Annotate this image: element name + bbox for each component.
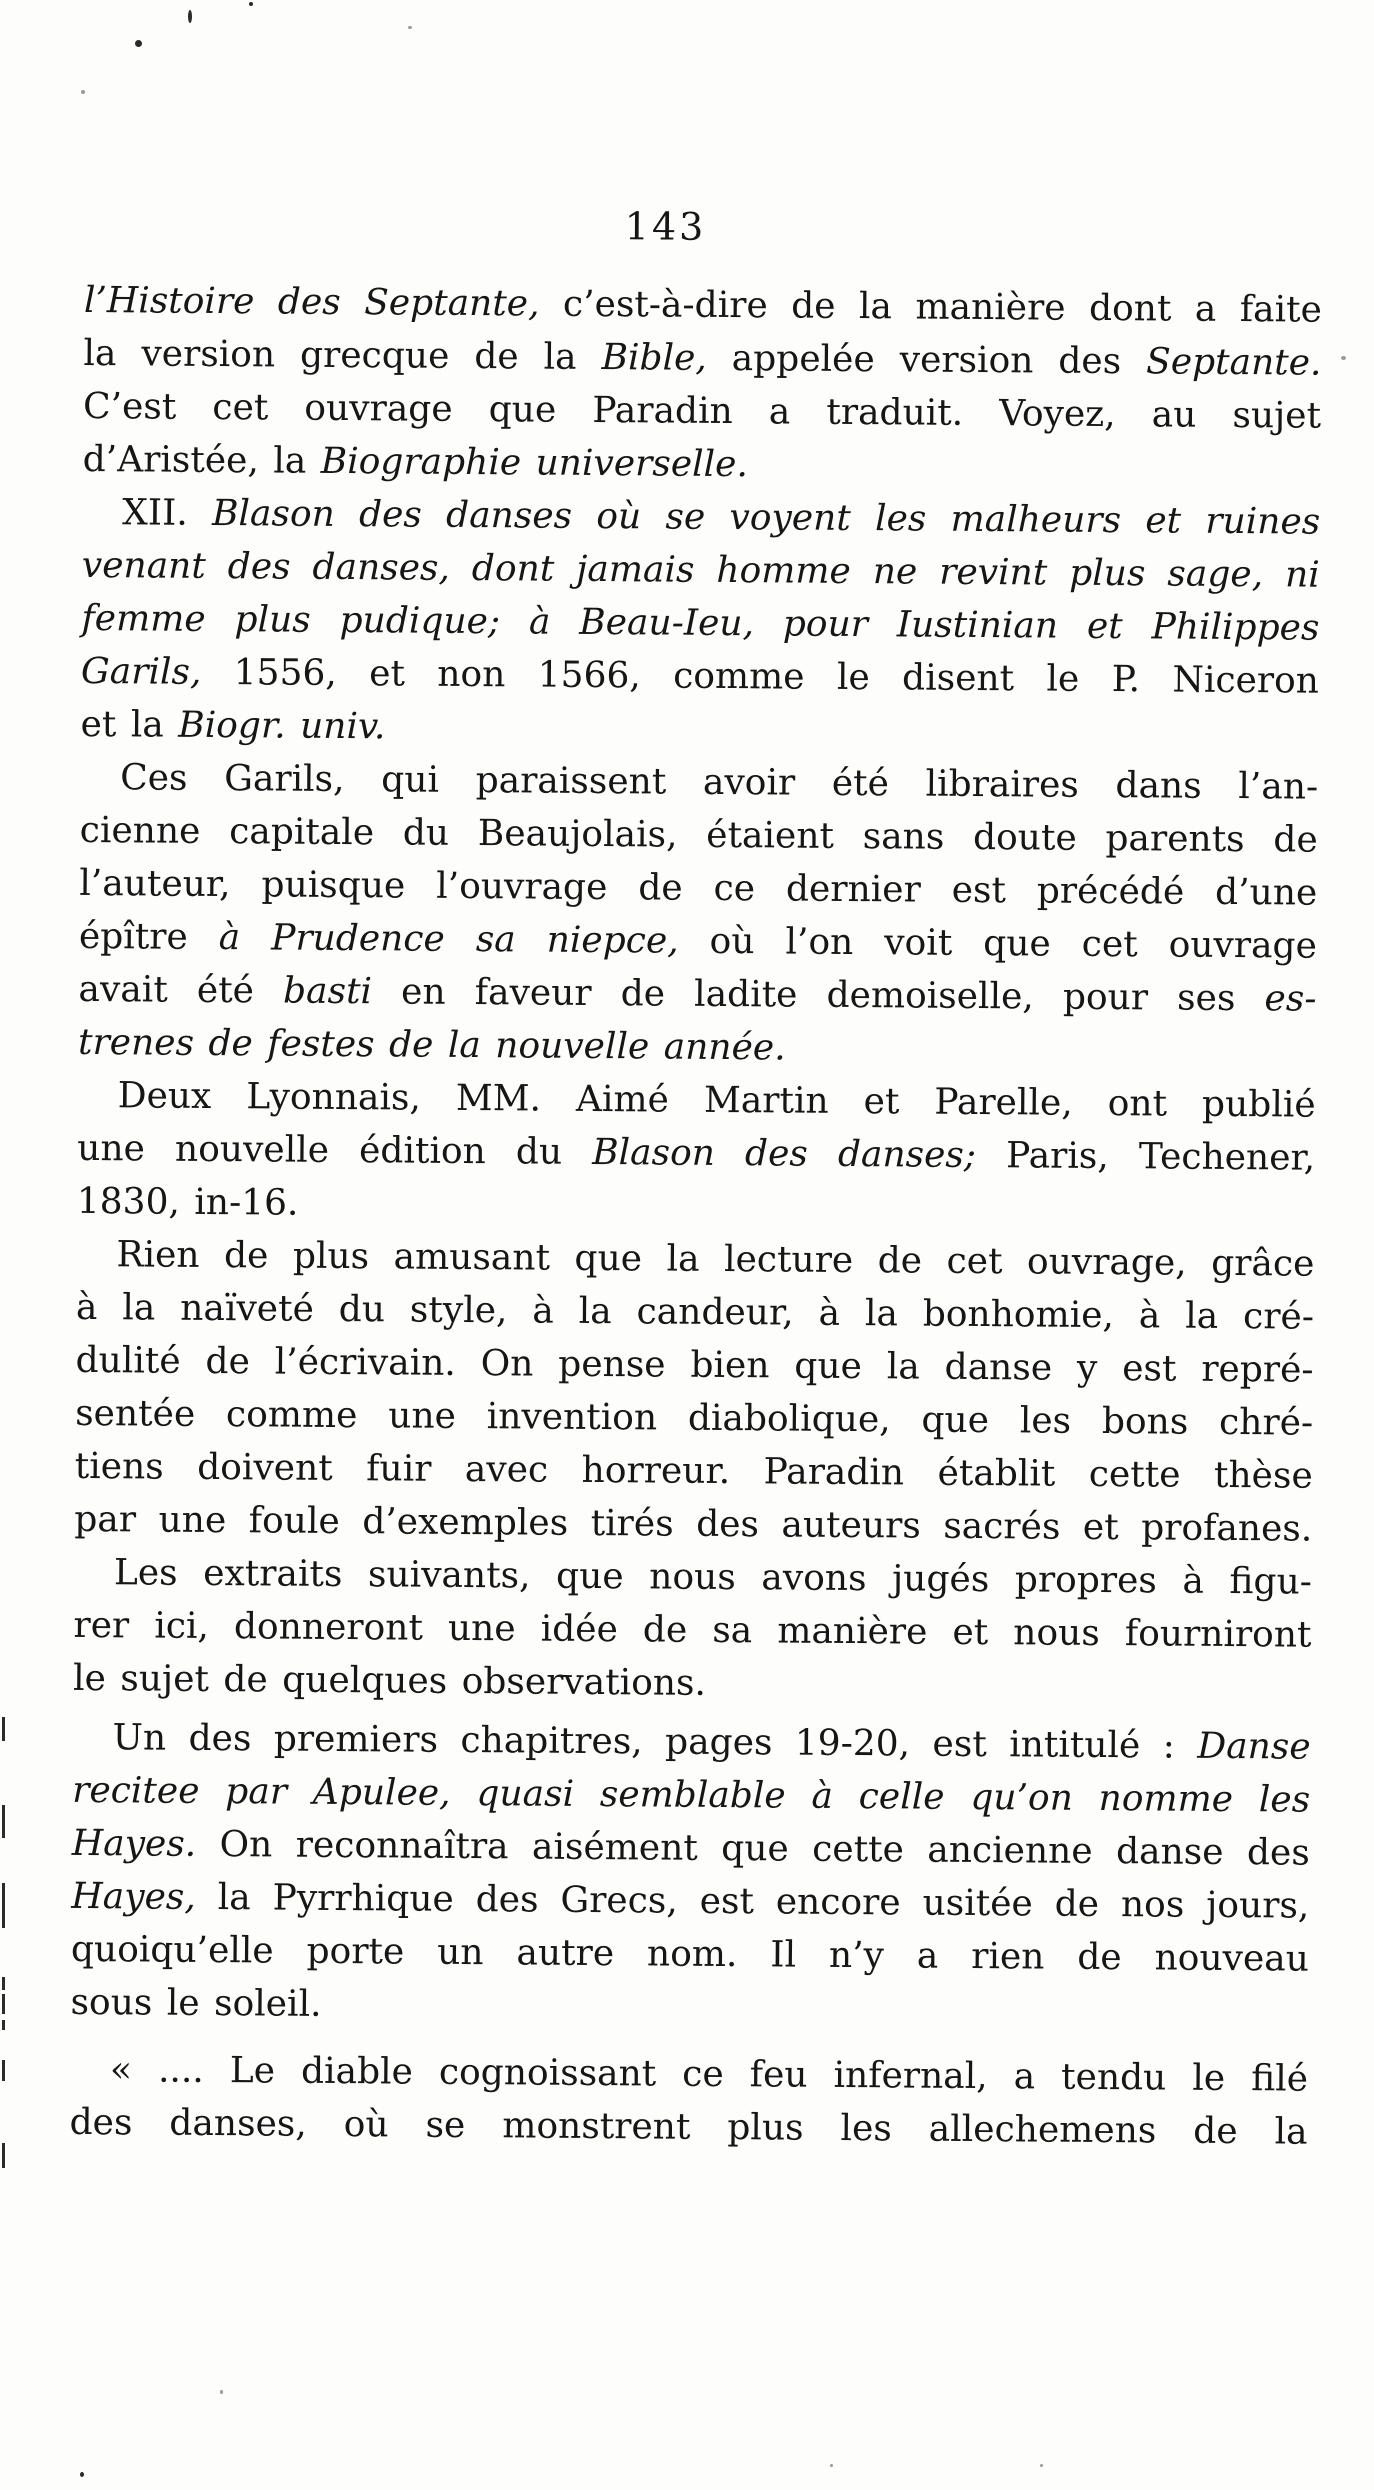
- text-segment: à la naïveté du style, à la candeur, à la bonhomie, à la cré-: [75, 1286, 1315, 1338]
- text-line: [71, 1870, 1309, 1933]
- text-line: [81, 592, 1319, 655]
- margin-mark: [2, 1977, 5, 1990]
- italic-text-segment: Hayes,: [71, 1875, 196, 1918]
- scan-speck: [408, 26, 412, 29]
- text-line: [75, 1387, 1313, 1450]
- text-line: [76, 1281, 1314, 1344]
- text-line: [76, 1228, 1314, 1291]
- text-line: [70, 1976, 1308, 2039]
- scan-speck: [249, 2, 253, 6]
- scan-speck: [1040, 2464, 1043, 2467]
- margin-mark: [2, 2060, 5, 2081]
- text-segment: par une foule d’exemples tirés des auteurs sacrés et profanes.: [74, 1498, 1313, 1550]
- text-segment: rer ici, donneront une idée de sa manière et nous fourniront: [73, 1604, 1312, 1656]
- text-line: [73, 1599, 1311, 1662]
- scan-speck: [80, 2472, 84, 2477]
- text-segment: C’est cet ouvrage que Paradin a traduit. Voyez, au sujet: [82, 385, 1322, 437]
- text-segment: cienne capitale du Beaujolais, étaient sans doute parents de: [79, 809, 1318, 861]
- text-line: [74, 1546, 1312, 1609]
- text-line: [72, 1817, 1310, 1880]
- text-segment: Rien de plus amusant que la lecture de cet ouvrage, grâce: [116, 1234, 1315, 1285]
- scan-speck: [135, 40, 142, 47]
- text-segment: épître: [78, 915, 219, 959]
- text-line: [72, 1764, 1310, 1827]
- text-segment: et la: [80, 703, 179, 746]
- text-segment: Les extraits suivants, que nous avons jugés propres à figu-: [113, 1552, 1313, 1603]
- text-segment: où l’on voit que cet ouvrage: [678, 920, 1318, 967]
- text-segment: une nouvelle édition du: [77, 1127, 593, 1173]
- text-line: [77, 1175, 1315, 1238]
- text-segment: Paris, Techener,: [975, 1134, 1316, 1179]
- italic-text-segment: l’Histoire des Septante,: [83, 279, 540, 325]
- text-line: [81, 645, 1319, 708]
- text-segment: dulité de l’écrivain. On pense bien que la danse y est repré-: [75, 1339, 1314, 1391]
- text-segment: appelée version des: [706, 337, 1147, 383]
- margin-mark: [2, 1883, 5, 1928]
- italic-text-segment: Garils,: [80, 650, 202, 693]
- margin-mark: [2, 2143, 5, 2168]
- text-segment: la version grecque de la: [83, 332, 602, 379]
- page-number: 143: [624, 204, 707, 249]
- text-line: [78, 1016, 1316, 1079]
- text-line: [80, 751, 1318, 814]
- scan-speck: [830, 2464, 833, 2467]
- text-line: [82, 433, 1320, 496]
- text-line: [78, 963, 1316, 1026]
- text-line: [83, 380, 1321, 443]
- text-block: [69, 274, 1322, 2159]
- text-line: [75, 1334, 1313, 1397]
- italic-text-segment: venant des danses, dont jamais homme ne revint plus sage, ni: [81, 544, 1320, 596]
- italic-text-segment: Bible,: [601, 337, 707, 379]
- text-segment: en faveur de ladite demoiselle, pour ses: [371, 971, 1265, 1020]
- text-segment: avait été: [78, 968, 284, 1012]
- margin-mark: [2, 1994, 5, 2014]
- text-segment: l’auteur, puisque l’ouvrage de ce dernier est précédé d’une: [79, 862, 1318, 914]
- text-line: [79, 910, 1317, 973]
- text-line: [84, 274, 1322, 337]
- text-segment: « .... Le diable cognoissant ce feu infernal, a tendu le filé: [109, 2049, 1309, 2100]
- margin-mark: [2, 1805, 5, 1838]
- text-line: [69, 2096, 1307, 2159]
- italic-text-segment: recitee par Apulee, quasi semblable à celle qu’on nomme les: [72, 1769, 1311, 1821]
- text-line: [70, 2043, 1308, 2106]
- page-content: [2, 0, 1374, 2153]
- italic-text-segment: Blason des danses;: [592, 1131, 977, 1176]
- text-segment: des danses, où se monstrent plus les allechemens de la: [69, 2101, 1308, 2153]
- text-segment: c’est-à-dire de la manière dont a faite: [539, 283, 1323, 331]
- scan-speck: [1341, 356, 1346, 360]
- text-line: [73, 1652, 1311, 1715]
- text-segment: 1830, in-16.: [76, 1180, 299, 1224]
- text-segment: XII.: [122, 492, 213, 534]
- italic-text-segment: Biographie universelle.: [320, 440, 749, 486]
- text-segment: Un des premiers chapitres, pages 19-20, est intitulé :: [112, 1717, 1198, 1767]
- text-segment: 1556, et non 1566, comme le disent le P. Niceron: [201, 651, 1320, 702]
- text-line: [77, 1122, 1315, 1185]
- italic-text-segment: Septante.: [1145, 341, 1322, 384]
- text-line: [82, 486, 1320, 549]
- text-line: [80, 698, 1318, 761]
- text-segment: On reconnaîtra aisément que cette ancienne danse des: [196, 1823, 1310, 1874]
- text-segment: sous le soleil.: [70, 1981, 322, 2025]
- text-segment: sentée comme une invention diabolique, que les bons chré-: [75, 1392, 1314, 1444]
- text-line: [80, 804, 1318, 867]
- text-segment: quoiqu’elle porte un autre nom. Il n’y a rien de nouveau: [70, 1928, 1310, 1980]
- italic-text-segment: femme plus pudique; à Beau-Ieu, pour Iustinian et Philippes: [81, 597, 1320, 649]
- italic-text-segment: Biogr. univ.: [178, 704, 386, 748]
- scan-speck: [220, 2390, 223, 2394]
- text-line: [75, 1440, 1313, 1503]
- italic-text-segment: Danse: [1197, 1725, 1311, 1768]
- text-segment: Ces Garils, qui paraissent avoir été libraires dans l’an-: [120, 757, 1319, 808]
- italic-text-segment: trenes de festes de la nouvelle année.: [77, 1021, 786, 1069]
- scan-speck: [81, 90, 85, 94]
- text-segment: le sujet de quelques observations.: [72, 1657, 707, 1704]
- text-line: [83, 327, 1321, 390]
- text-line: [79, 857, 1317, 920]
- text-segment: Deux Lyonnais, MM. Aimé Martin et Parelle, ont publié: [117, 1075, 1316, 1126]
- scan-speck: [188, 10, 192, 23]
- margin-mark: [2, 2020, 5, 2030]
- italic-text-segment: basti: [282, 970, 373, 1013]
- text-segment: tiens doivent fuir avec horreur. Paradin établit cette thèse: [74, 1445, 1313, 1497]
- text-segment: d’Aristée, la: [82, 438, 321, 482]
- text-line: [74, 1493, 1312, 1556]
- italic-text-segment: Hayes.: [71, 1822, 197, 1865]
- text-line: [77, 1069, 1315, 1132]
- text-line: [71, 1923, 1309, 1986]
- italic-text-segment: Blason des danses où se voyent les malheurs et ruines: [211, 492, 1321, 543]
- italic-text-segment: es-: [1264, 978, 1317, 1020]
- margin-mark: [2, 1717, 5, 1741]
- text-segment: la Pyrrhique des Grecs, est encore usitée de nos jours,: [195, 1876, 1310, 1927]
- text-line: [72, 1711, 1310, 1774]
- italic-text-segment: à Prudence sa niepce,: [218, 917, 679, 962]
- text-line: [82, 539, 1320, 602]
